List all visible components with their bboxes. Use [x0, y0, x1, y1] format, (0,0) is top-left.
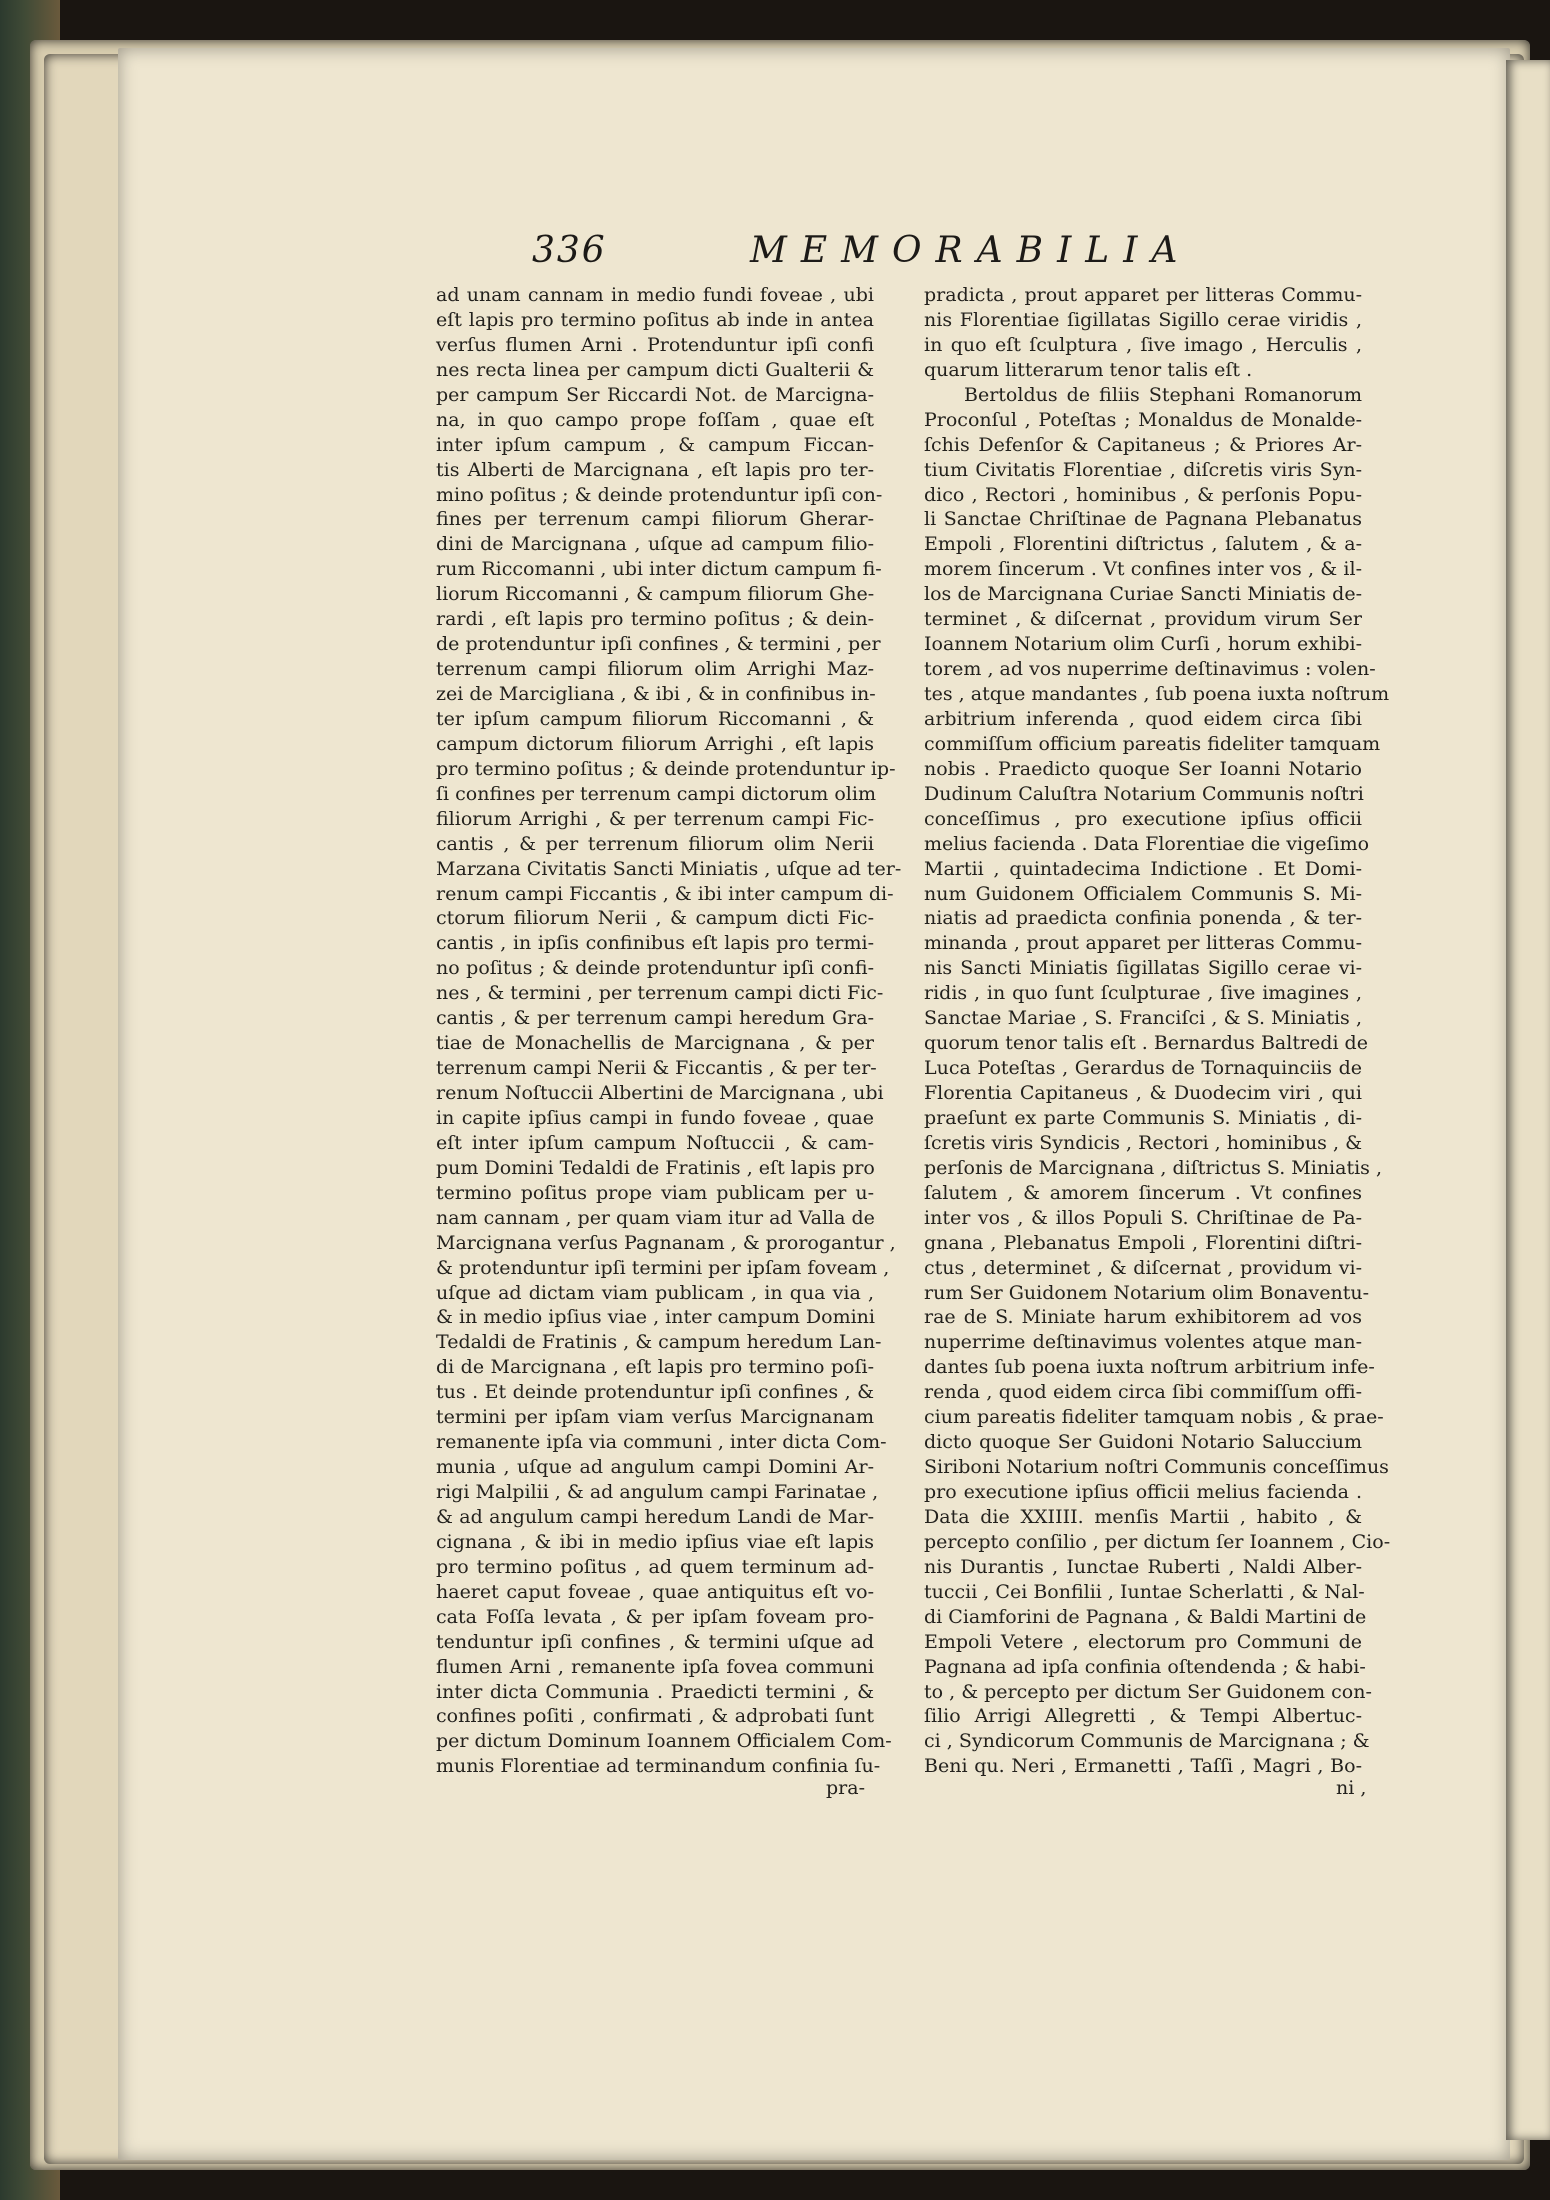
text-line: li Sanctae Chriſtinae de Pagnana Plebanatus [924, 508, 1362, 531]
text-line: ter ipſum campum filiorum Riccomanni , & [436, 707, 874, 730]
text-line: nam cannam , per quam viam itur ad Valla de [436, 1206, 875, 1229]
text-line: Marcignana verſus Pagnanam , & prorogantur , [436, 1231, 896, 1254]
text-line: dicto quoque Ser Guidoni Notario Saluccium [924, 1431, 1362, 1454]
text-line: terminet , & diſcernat , providum virum Ser [924, 608, 1362, 631]
running-title: MEMORABILIA [750, 230, 1192, 271]
text-line: tis Alberti de Marcignana , eſt lapis pro ter- [436, 458, 874, 481]
text-line: Sanctae Mariae , S. Franciſci , & S. Miniatis , [924, 1007, 1362, 1030]
text-line: inter vos , & illos Populi S. Chriſtinae de Pa- [924, 1206, 1362, 1229]
text-line: filiorum Arrighi , & per terrenum campi Fic- [436, 807, 874, 830]
text-column-right [924, 283, 1391, 1779]
text-line: nes recta linea per campum dicti Gualterii & [436, 358, 874, 381]
text-line: flumen Arni , remanente ipſa fovea communi [436, 1655, 874, 1678]
text-line: per campum Ser Riccardi Not. de Marcigna- [436, 383, 874, 406]
text-line: melius facienda . Data Florentiae die vigeſimo [924, 832, 1370, 855]
text-line: inter ipſum campum , & campum Ficcan- [436, 433, 874, 456]
text-line: ſi confines per terrenum campi dictorum olim [436, 782, 876, 805]
text-line: eſt inter ipſum campum Noſtuccii , & cam- [436, 1131, 874, 1154]
text-line: ſcretis viris Syndicis , Rectori , hominibus , & [924, 1131, 1362, 1154]
catchword-right: ni , [1336, 1777, 1367, 1799]
text-line: Proconſul , Poteſtas ; Monaldus de Monalde- [924, 408, 1362, 431]
page-number: 336 [532, 230, 607, 271]
text-line: ſalutem , & amorem ſincerum . Vt confines [924, 1181, 1362, 1204]
text-line: nis Durantis , Iunctae Ruberti , Naldi Alber- [924, 1555, 1362, 1578]
text-line: Empoli , Florentini diſtrictus , ſalutem , & a- [924, 533, 1362, 556]
text-line: per dictum Dominum Ioannem Officialem Com- [436, 1730, 892, 1753]
text-line: munia , uſque ad angulum campi Domini Ar- [436, 1456, 874, 1479]
text-line: tus . Et deinde protenduntur ipſi confines , & [436, 1381, 874, 1404]
text-line: nes , & termini , per terrenum campi dicti Fic- [436, 982, 884, 1005]
text-line: in quo eſt ſculptura , ſive imago , Herculis , [924, 333, 1362, 356]
text-line: quarum litterarum tenor talis eſt . [924, 358, 1253, 381]
text-line: & ad angulum campi heredum Landi de Mar- [436, 1505, 874, 1528]
text-line: tes , atque mandantes , ſub poena iuxta noſtrum [924, 683, 1390, 705]
text-line: fines per terrenum campi filiorum Gherar- [436, 508, 874, 531]
text-line: ctorum filiorum Nerii , & campum dicti Fic- [436, 907, 874, 930]
text-line: ridis , in quo ſunt ſculpturae , ſive imagines , [924, 982, 1362, 1005]
text-line: pro termino poſitus , ad quem terminum ad- [436, 1555, 874, 1578]
text-line: uſque ad dictam viam publicam , in qua via , [436, 1281, 874, 1304]
text-line: tium Civitatis Florentiae , diſcretis viris Syn- [924, 458, 1362, 481]
text-line: pum Domini Tedaldi de Fratinis , eſt lapis pro [436, 1156, 875, 1179]
text-line: pro termino poſitus ; & deinde protenduntur ip- [436, 757, 896, 780]
text-line: conceſſimus , pro executione ipſius officii [924, 807, 1362, 830]
text-line: & in medio ipſius viae , inter campum Domini [436, 1306, 875, 1329]
text-line: cium pareatis fideliter tamquam nobis , & prae- [924, 1406, 1384, 1429]
text-line: eſt lapis pro termino poſitus ab inde in antea [436, 308, 874, 331]
text-line: Florentia Capitaneus , & Duodecim viri , qui [924, 1082, 1362, 1104]
text-line: na, in quo campo prope foſſam , quae eſt [436, 408, 874, 431]
text-line: campum dictorum filiorum Arrighi , eſt lapis [436, 732, 874, 755]
text-line: cantis , in ipſis confinibus eſt lapis pro termi- [436, 932, 874, 955]
text-line: tenduntur ipſi confines , & termini uſque ad [436, 1630, 874, 1653]
text-line: Martii , quintadecima Indictione . Et Domi- [924, 857, 1362, 880]
text-line: Siriboni Notarium noſtri Communis conceſſimus [924, 1456, 1389, 1479]
text-line: Marzana Civitatis Sancti Miniatis , uſque ad ter- [436, 857, 902, 880]
text-line: Dudinum Caluſtra Notarium Communis noſtri [924, 782, 1364, 805]
text-line: dico , Rectori , hominibus , & perſonis Popu- [924, 483, 1362, 506]
text-line: liorum Riccomanni , & campum filiorum Ghe- [436, 583, 875, 606]
text-line: percepto conſilio , per dictum ſer Ioannem , Cio- [924, 1530, 1391, 1553]
text-line: termino poſitus prope viam publicam per u- [436, 1181, 874, 1204]
text-line: in capite ipſius campi in fundo foveae , quae [436, 1106, 874, 1129]
text-line: dantes ſub poena iuxta noſtrum arbitrium infe- [924, 1356, 1375, 1379]
text-line: pro executione ipſius officii melius facienda . [924, 1481, 1362, 1503]
text-line: Tedaldi de Fratinis , & campum heredum Lan- [436, 1331, 882, 1354]
catchword-left: pra- [826, 1777, 865, 1799]
text-line: cignana , & ibi in medio ipſius viae eſt lapis [436, 1530, 874, 1553]
text-line: nis Florentiae ſigillatas Sigillo cerae viridis , [924, 308, 1362, 331]
text-line: morem ſincerum . Vt confines inter vos , & il- [924, 558, 1362, 581]
text-line: di Ciamforini de Pagnana , & Baldi Martini de [924, 1605, 1367, 1628]
text-line: no poſitus ; & deinde protenduntur ipſi confi- [436, 957, 874, 980]
text-line: de protenduntur ipſi confines , & termini , per [436, 633, 881, 656]
text-line: & protenduntur ipſi termini per ipſam foveam , [436, 1256, 890, 1279]
text-line: zei de Marcigliana , & ibi , & in confinibus in- [436, 683, 876, 705]
text-line: dini de Marcignana , uſque ad campum filio- [436, 533, 874, 556]
text-column-left [436, 283, 902, 1779]
text-line: pradicta , prout apparet per litteras Commu- [924, 284, 1362, 306]
text-line: ci , Syndicorum Communis de Marcignana ; & [924, 1730, 1370, 1753]
text-line: remanente ipſa via communi , inter dicta Com- [436, 1431, 887, 1454]
facing-page-edge [1506, 60, 1550, 2140]
text-line: to , & percepto per dictum Ser Guidonem con- [924, 1680, 1372, 1703]
text-line: minanda , prout apparet per litteras Commu- [924, 932, 1362, 955]
text-line: nis Sancti Miniatis ſigillatas Sigillo cerae vi- [924, 957, 1362, 980]
text-line: Data die XXIIII. menſis Martii , habito , & [924, 1505, 1362, 1528]
text-line: Pagnana ad ipſa confinia oſtendenda ; & habi- [924, 1655, 1366, 1678]
text-line: rigi Malpilii , & ad angulum campi Farinatae , [436, 1481, 879, 1503]
text-line: mino poſitus ; & deinde protenduntur ipſi con- [436, 483, 883, 506]
text-line: nobis . Praedicto quoque Ser Ioanni Notario [924, 757, 1362, 780]
text-line: ctus , determinet , & diſcernat , providum vi- [924, 1256, 1362, 1279]
text-line: torem , ad vos nuperrime deſtinavimus : volen- [924, 658, 1376, 681]
text-line: num Guidonem Officialem Communis S. Mi- [924, 882, 1362, 905]
text-line: los de Marcignana Curiae Sancti Miniatis de- [924, 583, 1362, 606]
text-line: commiſſum officium pareatis fideliter tamquam [924, 732, 1381, 755]
text-line: di de Marcignana , eſt lapis pro termino poſi- [436, 1356, 874, 1379]
text-line: ſilio Arrigi Allegretti , & Tempi Albertuc- [924, 1705, 1362, 1728]
text-line: tiae de Monachellis de Marcignana , & per [436, 1032, 874, 1055]
text-line: Luca Poteſtas , Gerardus de Tornaquinciis de [924, 1057, 1362, 1080]
text-line: confines poſiti , confirmati , & adprobati ſunt [436, 1705, 874, 1728]
text-line: ad unam cannam in medio fundi foveae , ubi [436, 284, 874, 306]
text-line: Beni qu. Neri , Ermanetti , Taſſi , Magri , Bo- [924, 1755, 1362, 1778]
text-line: haeret caput foveae , quae antiquitus eſt vo- [436, 1580, 874, 1603]
text-line: cata Foſſa levata , & per ipſam foveam pro- [436, 1605, 874, 1628]
text-line: quorum tenor talis eſt . Bernardus Baltredi de [924, 1032, 1368, 1055]
text-line: rae de S. Miniate harum exhibitorem ad vos [924, 1306, 1362, 1329]
text-line: niatis ad praedicta confinia ponenda , & ter- [924, 907, 1362, 930]
text-line: renda , quod eidem circa ſibi commiſſum offi- [924, 1381, 1362, 1404]
text-line: Ioannem Notarium olim Curſi , horum exhibi- [924, 633, 1362, 656]
text-line: ſchis Defenſor & Capitaneus ; & Priores Ar- [924, 433, 1362, 456]
text-line: arbitrium inferenda , quod eidem circa ſibi [924, 707, 1362, 730]
text-line: cantis , & per terrenum filiorum olim Nerii [436, 832, 874, 855]
text-line: tuccii , Cei Bonfilii , Iuntae Scherlatti , & Nal- [924, 1580, 1365, 1603]
text-line: verſus flumen Arni . Protenduntur ipſi confi [436, 333, 874, 356]
text-line: rum Riccomanni , ubi inter dictum campum fi- [436, 558, 882, 581]
text-line: nuperrime deſtinavimus volentes atque man- [924, 1331, 1362, 1354]
text-line: cantis , & per terrenum campi heredum Gra- [436, 1007, 874, 1030]
text-line: renum campi Ficcantis , & ibi inter campum di- [436, 882, 894, 905]
text-line: rum Ser Guidonem Notarium olim Bonaventu- [924, 1281, 1369, 1304]
text-line: perſonis de Marcignana , diſtrictus S. Miniatis , [924, 1156, 1383, 1179]
text-line: termini per ipſam viam verſus Marcignanam [436, 1406, 874, 1429]
text-line: renum Noſtuccii Albertini de Marcignana , ubi [436, 1082, 884, 1104]
text-line: gnana , Plebanatus Empoli , Florentini diſtri- [924, 1231, 1362, 1254]
text-line: Empoli Vetere , electorum pro Communi de [924, 1630, 1362, 1653]
text-line: terrenum campi filiorum olim Arrighi Maz- [436, 658, 874, 681]
text-line: inter dicta Communia . Praedicti termini , & [436, 1680, 874, 1703]
running-head [0, 220, 1550, 280]
text-line: terrenum campi Nerii & Ficcantis , & per ter- [436, 1057, 877, 1080]
text-line: Bertoldus de filiis Stephani Romanorum [964, 383, 1362, 406]
text-line: munis Florentiae ad terminandum confinia ſu- [436, 1755, 881, 1778]
text-line: praeſunt ex parte Communis S. Miniatis , di- [924, 1106, 1362, 1129]
text-line: rardi , eſt lapis pro termino poſitus ; & dein- [436, 608, 874, 631]
